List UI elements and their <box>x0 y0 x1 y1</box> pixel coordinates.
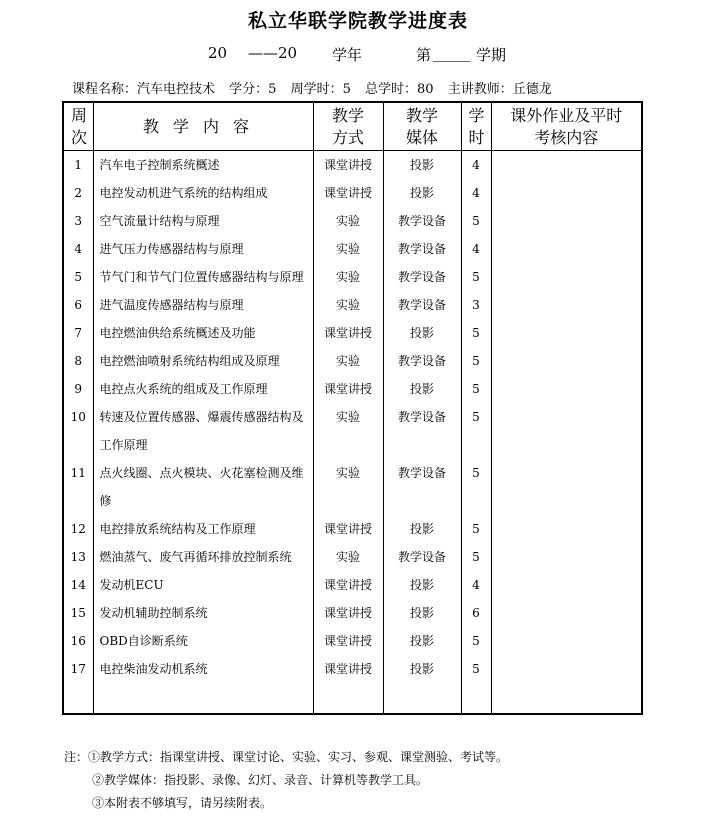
row-method: 实验 <box>313 291 383 319</box>
row-content: 电控点火系统的组成及工作原理 <box>93 375 313 403</box>
row-week: 3 <box>63 207 93 235</box>
row-media: 投影 <box>383 375 461 403</box>
row-content: 电控燃油喷射系统结构组成及原理 <box>93 347 313 375</box>
schedule-body <box>63 151 642 715</box>
row-content: 进气压力传感器结构与原理 <box>93 235 313 263</box>
table-row <box>63 151 642 180</box>
header-homework: 课外作业及平时考核内容 <box>491 102 642 151</box>
header-content: 教学内容 <box>93 102 313 151</box>
row-content: 空气流量计结构与原理 <box>93 207 313 235</box>
semester-year-from: 20 <box>208 44 228 62</box>
table-row <box>63 319 642 347</box>
row-homework <box>491 599 642 627</box>
table-row <box>63 515 642 543</box>
row-hours: 5 <box>461 375 491 403</box>
row-media: 投影 <box>383 319 461 347</box>
table-header-row <box>63 102 642 151</box>
row-media: 教学设备 <box>383 403 461 459</box>
table-row <box>63 655 642 683</box>
row-media: 投影 <box>383 571 461 599</box>
row-hours: 5 <box>461 655 491 683</box>
row-week: 6 <box>63 291 93 319</box>
semester-year-to: ——20 <box>248 44 298 62</box>
row-content: 转速及位置传感器、爆震传感器结构及工作原理 <box>93 403 313 459</box>
row-homework <box>491 207 642 235</box>
course-total-hours: 总学时：80 <box>365 82 434 97</box>
row-homework <box>491 151 642 180</box>
row-content: 电控燃油供给系统概述及功能 <box>93 319 313 347</box>
filler-cell <box>491 683 642 714</box>
table-row <box>63 291 642 319</box>
row-method: 实验 <box>313 347 383 375</box>
row-media: 教学设备 <box>383 347 461 375</box>
note-3: ③本附表不够填写，请另续附表。 <box>92 796 273 810</box>
course-credits: 学分：5 <box>229 82 277 97</box>
table-row <box>63 179 642 207</box>
row-content: 电控柴油发动机系统 <box>93 655 313 683</box>
row-hours: 3 <box>461 291 491 319</box>
row-homework <box>491 263 642 291</box>
row-content: 进气温度传感器结构与原理 <box>93 291 313 319</box>
row-method: 实验 <box>313 235 383 263</box>
row-week: 15 <box>63 599 93 627</box>
row-media: 投影 <box>383 515 461 543</box>
course-name: 课程名称：汽车电控技术 <box>72 82 216 97</box>
row-hours: 5 <box>461 515 491 543</box>
course-weekly-hours: 周学时：5 <box>290 82 351 97</box>
row-week: 7 <box>63 319 93 347</box>
row-hours: 5 <box>461 459 491 515</box>
row-hours: 4 <box>461 179 491 207</box>
row-content: 电控排放系统结构及工作原理 <box>93 515 313 543</box>
row-media: 教学设备 <box>383 207 461 235</box>
row-hours: 5 <box>461 347 491 375</box>
table-row <box>63 543 642 571</box>
schedule-table <box>62 101 643 715</box>
row-homework <box>491 235 642 263</box>
row-week: 1 <box>63 151 93 180</box>
row-method: 实验 <box>313 459 383 515</box>
table-row <box>63 571 642 599</box>
row-homework <box>491 291 642 319</box>
row-week: 8 <box>63 347 93 375</box>
table-row <box>63 459 642 515</box>
row-method: 实验 <box>313 207 383 235</box>
row-week: 12 <box>63 515 93 543</box>
table-row <box>63 347 642 375</box>
row-media: 教学设备 <box>383 543 461 571</box>
row-content: OBD自诊断系统 <box>93 627 313 655</box>
row-week: 11 <box>63 459 93 515</box>
course-info <box>72 78 562 97</box>
row-hours: 4 <box>461 571 491 599</box>
row-hours: 5 <box>461 319 491 347</box>
row-media: 投影 <box>383 627 461 655</box>
header-method: 教学方式 <box>313 102 383 151</box>
row-week: 17 <box>63 655 93 683</box>
row-hours: 6 <box>461 599 491 627</box>
semester-blank: _____ <box>433 44 471 62</box>
row-homework <box>491 571 642 599</box>
note-2: ②教学媒体：指投影、录像、幻灯、录音、计算机等教学工具。 <box>92 773 429 787</box>
row-homework <box>491 627 642 655</box>
row-hours: 5 <box>461 207 491 235</box>
row-homework <box>491 543 642 571</box>
row-week: 10 <box>63 403 93 459</box>
row-content: 汽车电子控制系统概述 <box>93 151 313 180</box>
row-homework <box>491 655 642 683</box>
table-row <box>63 375 642 403</box>
row-content: 发动机ECU <box>93 571 313 599</box>
row-homework <box>491 515 642 543</box>
semester-xueqi: 学期 <box>476 46 507 64</box>
row-content: 点火线圈、点火模块、火花塞检测及维修 <box>93 459 313 515</box>
row-method: 实验 <box>313 263 383 291</box>
row-method: 课堂讲授 <box>313 515 383 543</box>
row-hours: 5 <box>461 543 491 571</box>
row-week: 13 <box>63 543 93 571</box>
row-week: 2 <box>63 179 93 207</box>
page-title: 私立华联学院教学进度表 <box>247 10 468 32</box>
row-media: 教学设备 <box>383 263 461 291</box>
row-media: 投影 <box>383 599 461 627</box>
row-content: 发动机辅助控制系统 <box>93 599 313 627</box>
filler-cell <box>313 683 383 714</box>
row-week: 5 <box>63 263 93 291</box>
row-method: 课堂讲授 <box>313 151 383 180</box>
row-media: 教学设备 <box>383 235 461 263</box>
row-media: 投影 <box>383 655 461 683</box>
row-homework <box>491 319 642 347</box>
row-homework <box>491 179 642 207</box>
row-method: 实验 <box>313 403 383 459</box>
row-week: 4 <box>63 235 93 263</box>
row-media: 教学设备 <box>383 459 461 515</box>
row-homework <box>491 403 642 459</box>
header-hours: 学时 <box>461 102 491 151</box>
row-homework <box>491 375 642 403</box>
row-method: 课堂讲授 <box>313 179 383 207</box>
course-teacher: 主讲教师：丘德龙 <box>447 82 552 97</box>
row-week: 14 <box>63 571 93 599</box>
table-filler-row <box>63 683 642 714</box>
table-row <box>63 403 642 459</box>
row-content: 节气门和节气门位置传感器结构与原理 <box>93 263 313 291</box>
row-content: 电控发动机进气系统的结构组成 <box>93 179 313 207</box>
row-content: 燃油蒸气、废气再循环排放控制系统 <box>93 543 313 571</box>
table-row <box>63 207 642 235</box>
row-method: 课堂讲授 <box>313 655 383 683</box>
row-method: 实验 <box>313 543 383 571</box>
row-hours: 5 <box>461 403 491 459</box>
notes <box>64 746 508 815</box>
row-hours: 5 <box>461 263 491 291</box>
row-method: 课堂讲授 <box>313 599 383 627</box>
row-homework <box>491 459 642 515</box>
table-row <box>63 235 642 263</box>
filler-cell <box>383 683 461 714</box>
row-homework <box>491 347 642 375</box>
semester-di: 第 <box>416 46 432 64</box>
row-media: 教学设备 <box>383 291 461 319</box>
filler-cell <box>93 683 313 714</box>
row-method: 课堂讲授 <box>313 375 383 403</box>
row-method: 课堂讲授 <box>313 627 383 655</box>
table-row <box>63 627 642 655</box>
row-hours: 5 <box>461 627 491 655</box>
row-media: 投影 <box>383 151 461 180</box>
row-week: 16 <box>63 627 93 655</box>
row-method: 课堂讲授 <box>313 319 383 347</box>
row-hours: 4 <box>461 151 491 180</box>
header-week: 周次 <box>63 102 93 151</box>
row-week: 9 <box>63 375 93 403</box>
semester-xuenian: 学年 <box>332 46 363 64</box>
header-media: 教学媒体 <box>383 102 461 151</box>
row-hours: 4 <box>461 235 491 263</box>
note-1: 注：①教学方式：指课堂讲授、课堂讨论、实验、实习、参观、课堂测验、考试等。 <box>64 750 509 764</box>
row-media: 投影 <box>383 179 461 207</box>
table-row <box>63 599 642 627</box>
filler-cell <box>461 683 491 714</box>
table-row <box>63 263 642 291</box>
row-method: 课堂讲授 <box>313 571 383 599</box>
filler-cell <box>63 683 93 714</box>
